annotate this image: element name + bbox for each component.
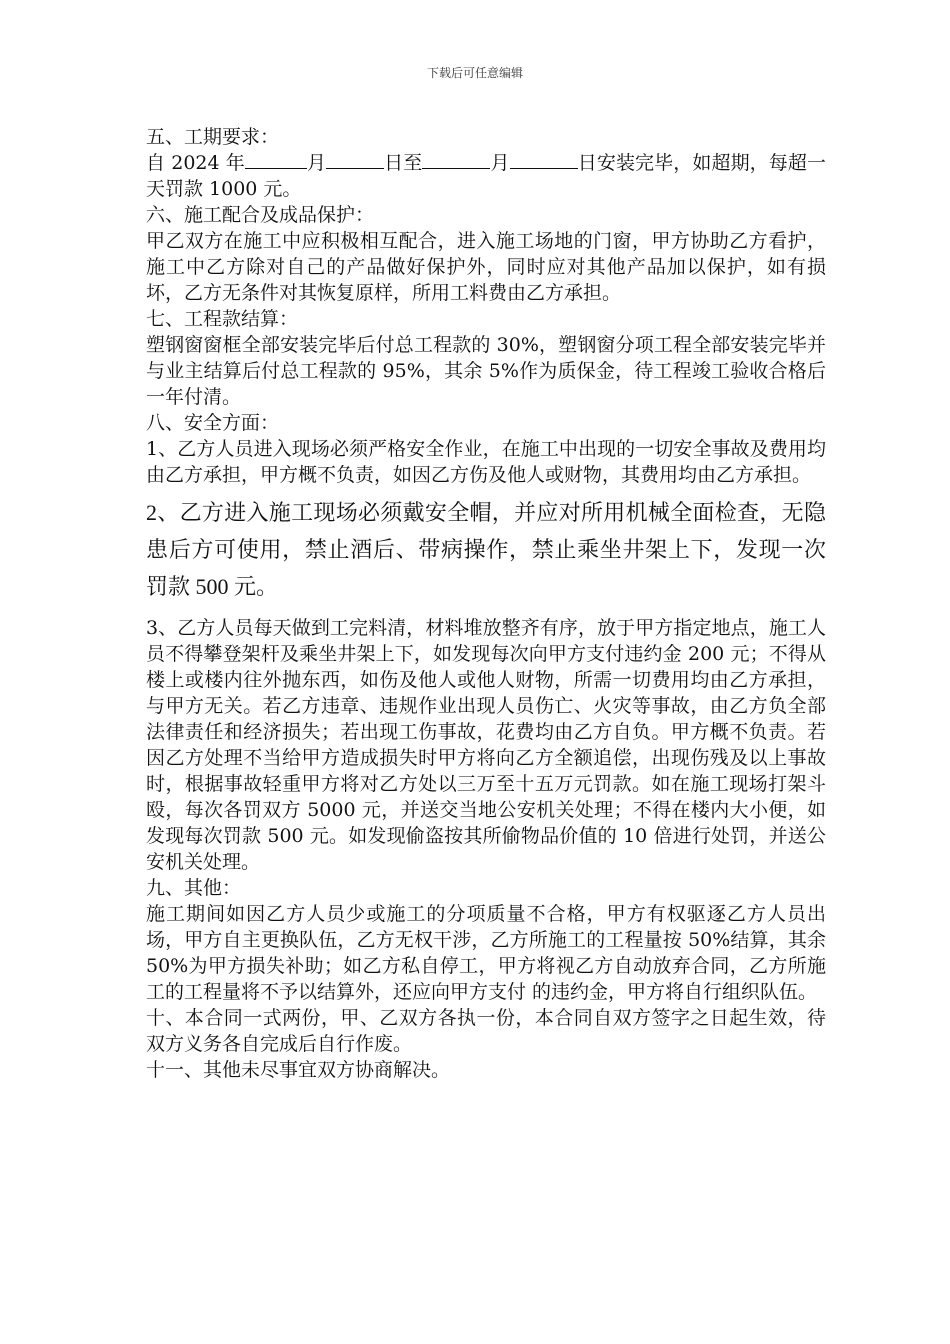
contract-body	[146, 124, 826, 1083]
section-8-item-2: 2、乙方进入施工现场必须戴安全帽，并应对所用机械全面检查，无隐患后方可使用，禁止酒后、带病操作，禁止乘坐井架上下，发现一次罚款 500 元。	[146, 500, 826, 599]
schedule-year-text: 自 2024 年	[146, 152, 245, 174]
schedule-month-text-1: 月	[306, 152, 327, 174]
section-8-item-1: 1、乙方人员进入现场必须严格安全作业，在施工中出现的一切安全事故及费用均由乙方承担，甲方概不负责，如因乙方伤及他人或财物，其费用均由乙方承担。	[146, 438, 826, 486]
schedule-month-text-2: 月	[490, 152, 510, 174]
section-9-body: 施工期间如因乙方人员少或施工的分项质量不合格，甲方有权驱逐乙方人员出场，甲方自主更换队伍，乙方无权干涉，乙方所施工的工程量按 50%结算，其余 50%为甲方损失补助；如乙方私自停工，甲方将视乙方自动放弃合同，乙方所施工的工程量将不予以结算外，还应向甲方支付 的违约金，甲方将自行组织队伍。	[146, 903, 826, 1003]
day-blank-2	[510, 151, 578, 169]
section-5-title: 五、工期要求：	[146, 126, 280, 148]
section-11: 十一、其他未尽事宜双方协商解决。	[146, 1059, 451, 1081]
section-7-title: 七、工程款结算：	[146, 308, 299, 330]
section-9-title: 九、其他：	[146, 877, 242, 899]
section-8-item-3: 3、乙方人员每天做到工完料清，材料堆放整齐有序，放于甲方指定地点，施工人员不得攀登架杆及乘坐井架上下，如发现每次向甲方支付违约金 200 元；不得从楼上或楼内往外抛东西，如伤及他人或他人财物，所需一切费用均由乙方承担，与甲方无关。若乙方违章、违规作业出现人员伤亡、火灾等事故，由乙方负全部法律责任和经济损失；若出现工伤事故，花费均由乙方自负。甲方概不负责。若因乙方处理不当给甲方造成损失时甲方将向乙方全额追偿，出现伤残及以上事故时，根据事故轻重甲方将对乙方处以三万至十五万元罚款。如在施工现场打架斗殴，每次各罚双方 5000 元，并送交当地公安机关处理；不得在楼内大小便，如发现每次罚款 500 元。如发现偷盗按其所偷物品价值的 10 倍进行处罚，并送公安机关处理。	[146, 617, 826, 873]
schedule-penalty-text: 日安装完毕，如超期，每超一天罚款 1000 元。	[146, 152, 826, 200]
month-blank-2	[422, 151, 490, 169]
page-header-note: 下载后可任意编辑	[426, 66, 523, 80]
section-5-body	[146, 150, 826, 202]
schedule-day-text-1: 日至	[384, 152, 423, 174]
section-10: 十、本合同一式两份，甲、乙双方各执一份，本合同自双方签字之日起生效，待双方义务各自完成后自行作废。	[146, 1007, 826, 1055]
month-blank-1	[245, 151, 307, 169]
section-6-body: 甲乙双方在施工中应积极相互配合，进入施工场地的门窗，甲方协助乙方看护，施工中乙方除对自己的产品做好保护外，同时应对其他产品加以保护，如有损坏，乙方无条件对其恢复原样，所用工料费由乙方承担。	[146, 230, 826, 304]
day-blank-1	[326, 151, 384, 169]
section-8-title: 八、安全方面：	[146, 412, 280, 434]
section-6-title: 六、施工配合及成品保护：	[146, 204, 375, 226]
section-7-body: 塑钢窗窗框全部安装完毕后付总工程款的 30%，塑钢窗分项工程全部安装完毕并与业主结算后付总工程款的 95%，其余 5%作为质保金，待工程竣工验收合格后一年付清。	[146, 334, 826, 408]
